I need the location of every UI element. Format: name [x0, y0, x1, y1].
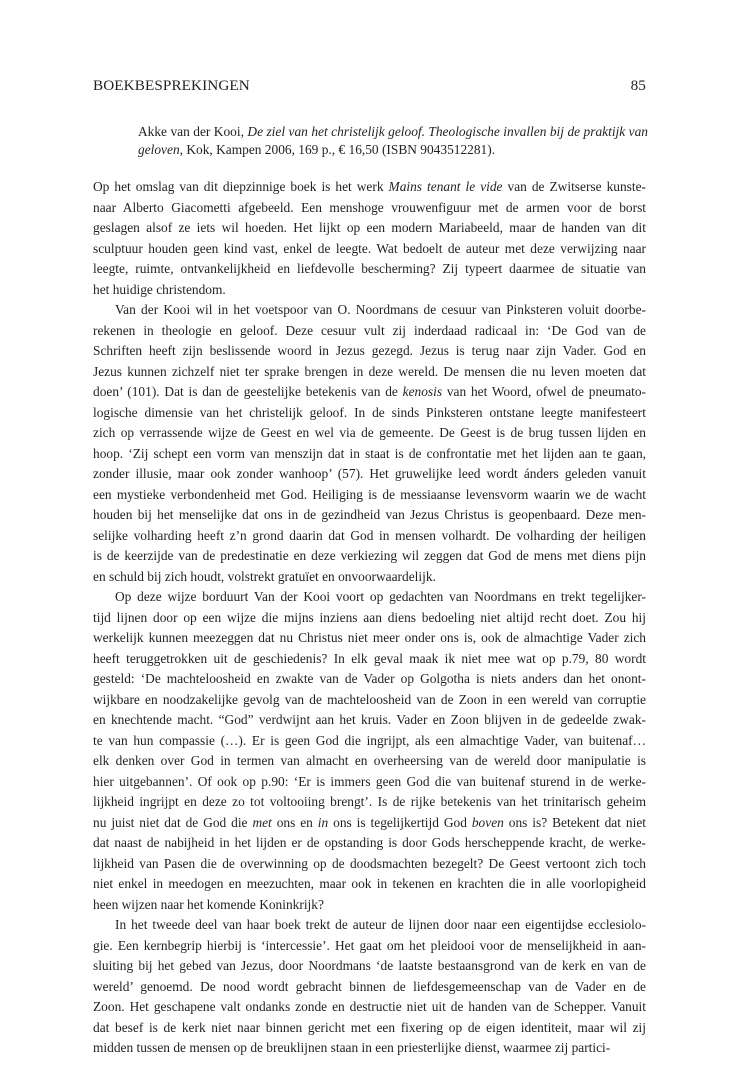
text-line: [93, 608, 646, 629]
text-line: [93, 239, 646, 260]
book-citation: [138, 123, 648, 159]
italic-run: kenosis: [402, 384, 443, 399]
text-run: selijke volharding heeft z’n grond daarin dat God in mensen volhardt. De volharding der heiligen: [93, 527, 646, 543]
text-run: dat naast de nabijheid in het lijden er de opstanding is door Gods herscheppende kracht, de werke-: [93, 835, 646, 850]
text-run: sculptuur houden geen kind vast, enkel de leegte. Wat bedoelt de auteur met deze verwijzing naar: [93, 240, 646, 256]
text-line: [93, 300, 646, 321]
text-line: [93, 690, 646, 711]
text-line: [93, 731, 646, 752]
text-line: [93, 485, 646, 506]
text-run: en schuld bij zich houdt, volstrekt gratuïet en onvoorwaardelijk.: [93, 568, 436, 584]
text-line: [93, 895, 646, 916]
text-line: [93, 444, 646, 465]
text-run: zich op verrassende wijze de Geest en wel via de gemeente. De Geest is de brug tussen lijden en: [93, 425, 646, 440]
text-run: In het tweede deel van haar boek trekt de auteur de lijnen door naar een eigentijdse ecclesiolo-: [115, 917, 646, 932]
text-line: [93, 669, 646, 690]
review-body: [93, 177, 646, 1059]
text-line: [93, 587, 646, 608]
text-line: [93, 341, 646, 362]
text-run: Schriften heeft zijn beslissende woord in Jezus gezegd. Jezus is terug naar zijn Vader. God en: [93, 343, 646, 358]
text-line: [93, 526, 646, 547]
text-run: lijkheid van Pasen die de overwinning op de doodsmachten bezegelt? De Geest vertoont zich toch: [93, 855, 646, 871]
text-line: [93, 792, 646, 813]
italic-run: met: [252, 814, 272, 830]
text-line: [93, 505, 646, 526]
text-run: lijkheid ingrijpt en deze zo tot voltooiing brengt’. Is de rijke betekenis van het trinitarisch geheim: [93, 794, 646, 809]
text-run: rekenen in theologie en geloof. Deze cesuur vult zij inderdaad radicaal in: ‘De God van de: [93, 322, 646, 338]
text-run: van het Woord, ofwel de pneumato-: [442, 384, 647, 399]
text-run: hier uitgebannen’. Of ook op p.90: ‘Er is immers geen God die van buitenaf sturend in de werke-: [93, 773, 646, 789]
text-line: [93, 874, 646, 895]
text-run: nu juist niet dat de God die: [93, 814, 253, 830]
text-line: [93, 382, 646, 403]
text-run: sluiting bij het gebed van Jezus, door Noordmans ‘de laatste bestaansgrond van de kerk en van de: [93, 958, 646, 973]
text-run: van de Zwitserse kunste-: [502, 179, 646, 194]
text-run: werkelijk kunnen meezeggen dat nu Christus niet meer onder ons is, ook de almachtige Vader zich: [93, 630, 646, 645]
text-run: Zoon. Het geschapene valt ondanks zonde en destructie niet uit de handen van de Schepper. Vanuit: [93, 999, 646, 1014]
text-line: [93, 854, 646, 875]
text-line: [93, 321, 646, 342]
text-line: [93, 464, 646, 485]
text-run: is de keerzijde van de predestinatie en deze verkiezing wil zeggen dat God de mens met diens pijn: [93, 548, 646, 563]
paragraph-3: [93, 587, 646, 915]
italic-run: Mains tenant le vide: [388, 179, 503, 194]
text-run: hoop. ‘Zij schept een vorm van menszijn dat in staat is de confrontatie met het lijden aan te gaan,: [93, 445, 646, 461]
text-run: Op het omslag van dit diepzinnige boek is het werk: [93, 179, 389, 194]
text-line: [93, 362, 646, 383]
text-run: leegte, ruimte, ontvankelijkheid en liefdevolle bescherming? Zij typeert daarmee de situatie van: [93, 261, 646, 276]
text-line: [93, 628, 646, 649]
text-line: [93, 1018, 646, 1039]
text-run: wereld’ genoemd. De nood wordt gebracht binnen de liefdesgemeenschap van de Vader en de: [93, 978, 646, 994]
italic-run: boven: [471, 814, 504, 830]
text-line: [93, 813, 646, 834]
text-line: [93, 936, 646, 957]
text-line: [93, 772, 646, 793]
text-run: Op deze wijze borduurt Van der Kooi voort op gedachten van Noordmans en trekt tegelijker-: [115, 589, 646, 604]
text-run: dat besef is de kerk niet naar binnen gericht met een fixering op de eigen identiteit, maar wil zij: [93, 1019, 646, 1035]
text-line: [93, 198, 646, 219]
text-line: [93, 997, 646, 1018]
text-line: [93, 403, 646, 424]
text-run: te van hun compassie (…). Er is geen God die ingrijpt, als een almachtige Vader, van buitenaf…: [93, 732, 646, 748]
text-run: midden tussen de mensen op de breuklijnen staan in een priesterlijke dienst, waarmee zij partici-: [93, 1040, 611, 1055]
text-run: tijd lijnen door op een wijze die mijns inziens aan diens bedoeling niet altijd recht doet. Zou hij: [93, 609, 646, 625]
text-line: [93, 915, 646, 936]
citation-publication: , Kok, Kampen 2006, 169 p., € 16,50 (ISBN 9043512281).: [179, 142, 496, 157]
text-line: [93, 751, 646, 772]
italic-run: in: [317, 814, 329, 830]
text-run: zonder illusie, maar ook zonder wanhoop’ (57). Het gruwelijke leed wordt ánders geleden vanuit: [93, 466, 646, 481]
text-line: [93, 546, 646, 567]
text-run: Van der Kooi wil in het voetspoor van O. Noordmans de cesuur van Pinksteren voluit doorbe-: [115, 302, 646, 317]
text-line: [93, 1038, 646, 1059]
text-run: gesteld: ‘De machteloosheid en zwakte van de Vader op Golgotha is niets anders dan het onont-: [93, 671, 646, 686]
citation-book-title: De ziel van het christelijk geloof. Theologische invallen bij de praktijk van geloven: [138, 124, 648, 157]
text-run: het huidige christendom.: [93, 281, 226, 297]
text-run: gie. Een kernbegrip hierbij is ‘intercessie’. Het gaat om het pleidooi voor de menselijkheid in aan-: [93, 937, 646, 953]
running-header: [93, 77, 646, 97]
text-line: [93, 218, 646, 239]
paragraph-4: [93, 915, 646, 1059]
text-run: ons is tegelijkertijd God: [328, 814, 472, 830]
paragraph-1: [93, 177, 646, 300]
text-run: wijkbare en noodzakelijke gevolg van de machteloosheid van de Zoon in een wereld van corruptie: [93, 691, 646, 707]
text-line: [93, 567, 646, 588]
text-line: [93, 977, 646, 998]
text-line: [93, 259, 646, 280]
text-run: doen’ (101). Dat is dan de geestelijke betekenis van de: [93, 384, 403, 399]
text-run: ons is? Betekent dat niet: [503, 814, 646, 830]
text-run: houden bij het menselijke dat ons in de gezindheid van Jezus Christus is geopenbaard. Deze men-: [93, 507, 646, 522]
text-line: [93, 710, 646, 731]
section-title: BOEKBESPREKINGEN: [93, 77, 250, 94]
text-run: ons en: [271, 814, 318, 830]
text-line: [93, 177, 646, 198]
text-line: [93, 423, 646, 444]
text-run: heen wijzen naar het komende Koninkrijk?: [93, 896, 324, 912]
paragraph-2: [93, 300, 646, 587]
text-run: een mystieke verbondenheid met God. Heiliging is de messiaanse levensvorm waarin we de wacht: [93, 486, 646, 502]
text-line: [93, 956, 646, 977]
text-run: Jezus kunnen zichzelf niet ter sprake brengen in deze wereld. De mensen die nu leven moeten dat: [93, 363, 646, 379]
text-line: [93, 833, 646, 854]
text-run: geslagen alsof ze iets wil hoeden. Het lijkt op een modern Mariabeeld, maar de handen van dit: [93, 220, 646, 235]
text-line: [93, 649, 646, 670]
text-run: elk denken over God in termen van almacht en overheersing van de wereld door manipulatie is: [93, 753, 646, 768]
page-number: 85: [630, 77, 646, 94]
text-run: en knechtende macht. “God” verdwijnt aan het kruis. Vader en Zoon blijven in de gedeelde zwak-: [93, 712, 646, 727]
text-run: logische dimensie van het christelijk geloof. In de sinds Pinksteren ontstane leegte manifesteert: [93, 404, 646, 420]
text-run: heeft teruggetrokken uit de geschiedenis? In elk geval maak ik niet mee wat op p.79, 80 wordt: [93, 650, 646, 666]
text-run: niet enkel in meedogen en meezuchten, maar ook in tekenen en krachten die in alle voorlopigheid: [93, 876, 646, 891]
text-line: [93, 280, 646, 301]
citation-author: Akke van der Kooi,: [138, 124, 244, 139]
text-run: naar Alberto Giacometti afgebeeld. Een menshoge vrouwenfiguur met de armen voor de borst: [93, 199, 646, 215]
